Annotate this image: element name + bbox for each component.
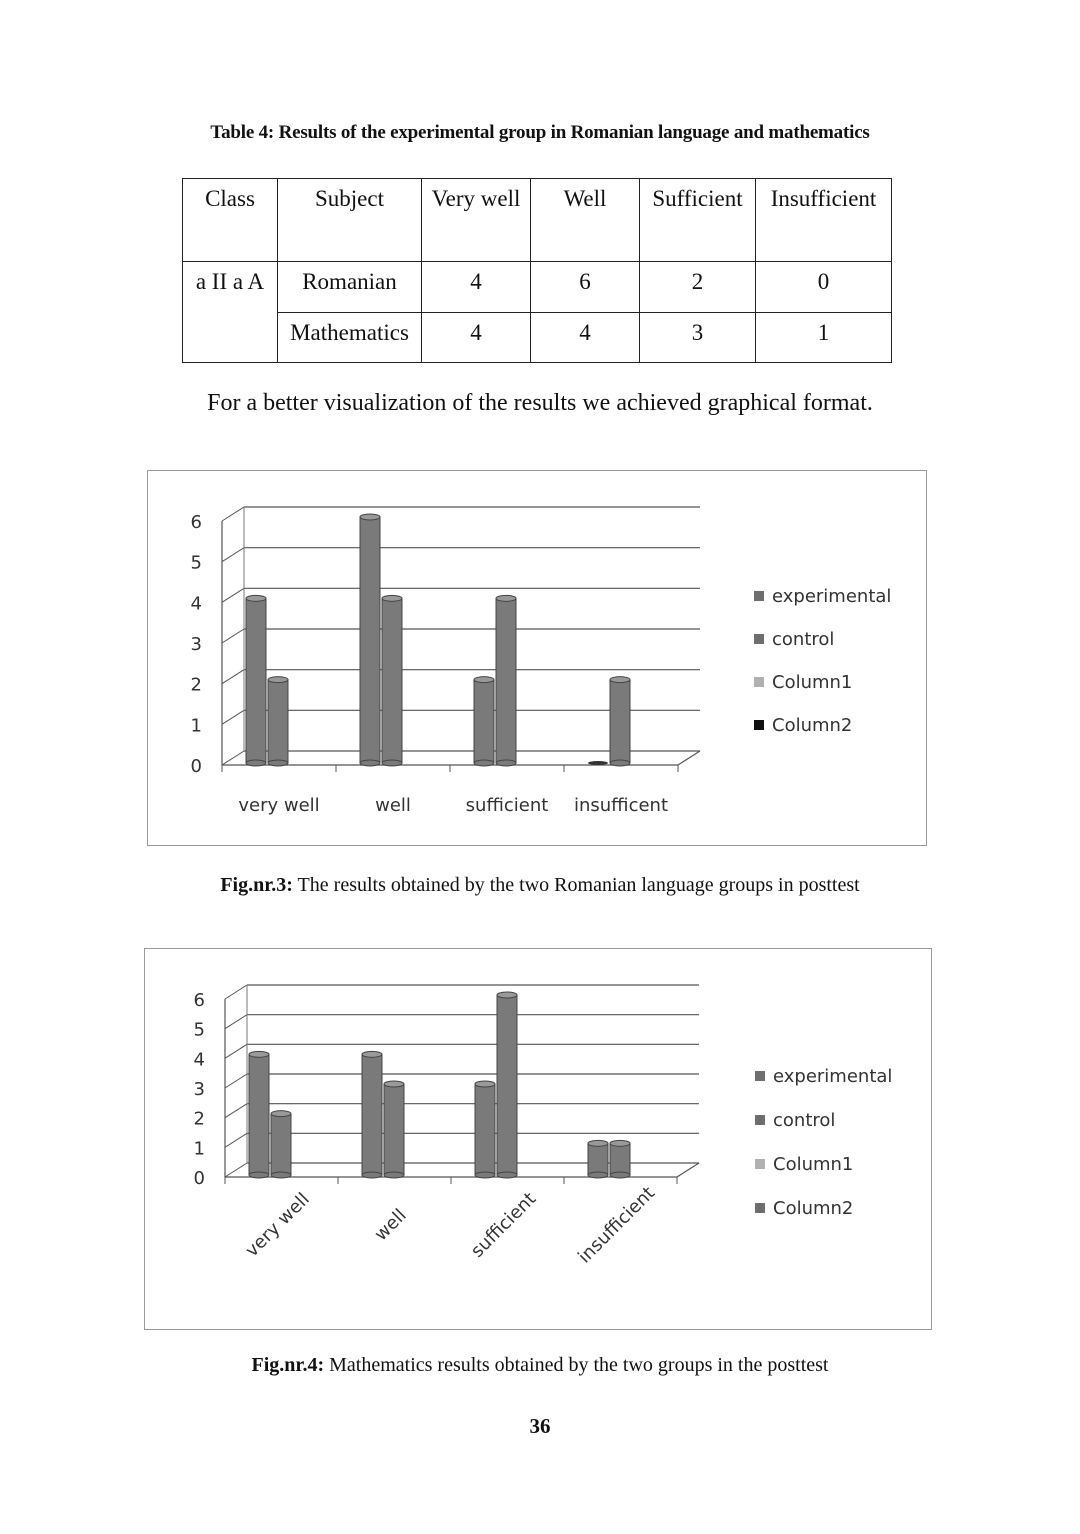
y-tick-label: 2 bbox=[190, 674, 202, 696]
bar-base-control bbox=[610, 1172, 630, 1178]
bar-experimental bbox=[246, 598, 266, 763]
bar-top-experimental bbox=[249, 1051, 269, 1057]
bar-base-control bbox=[382, 760, 402, 766]
legend-label: experimental bbox=[773, 1066, 893, 1087]
bar-top-experimental bbox=[588, 1140, 608, 1146]
gridline-diagonal bbox=[225, 1104, 247, 1118]
figure-3-chart bbox=[147, 470, 927, 846]
gridline-diagonal bbox=[222, 670, 244, 684]
bar-control bbox=[382, 598, 402, 763]
x-category-label: sufficient bbox=[466, 1188, 541, 1262]
legend-swatch bbox=[755, 1159, 765, 1169]
figure-4-label: Fig.nr.4: bbox=[251, 1354, 325, 1376]
y-tick-label: 3 bbox=[193, 1079, 205, 1100]
gridline-diagonal bbox=[222, 629, 244, 643]
bar-experimental bbox=[360, 517, 380, 763]
x-category-label: insufficient bbox=[574, 1182, 660, 1268]
gridline-diagonal bbox=[222, 507, 244, 521]
value-cell: 2 bbox=[640, 262, 756, 313]
legend-label: Column1 bbox=[772, 672, 853, 693]
bar-control bbox=[384, 1084, 404, 1175]
gridline-diagonal bbox=[222, 548, 244, 562]
bar-top-control bbox=[382, 595, 402, 601]
legend-swatch bbox=[755, 1071, 765, 1081]
bar-top-control bbox=[271, 1111, 291, 1117]
y-tick-label: 4 bbox=[190, 593, 202, 615]
bar-control bbox=[497, 995, 517, 1175]
bar-base-control bbox=[384, 1172, 404, 1178]
legend-swatch bbox=[754, 591, 764, 601]
y-tick-label: 0 bbox=[193, 1168, 205, 1189]
legend-swatch bbox=[754, 634, 764, 644]
header-subject: Subject bbox=[278, 179, 422, 262]
bar-top-experimental bbox=[246, 595, 266, 601]
x-category-label: sufficient bbox=[465, 795, 549, 816]
gridline-diagonal bbox=[225, 1163, 247, 1177]
x-category-label: insufficent bbox=[573, 795, 669, 816]
bar-control bbox=[610, 1143, 630, 1175]
bar-experimental bbox=[475, 1084, 495, 1175]
bar-base-experimental bbox=[246, 760, 266, 766]
y-tick-label: 2 bbox=[193, 1108, 205, 1130]
gridline-diagonal bbox=[225, 1074, 247, 1088]
figure-4-chart bbox=[144, 948, 932, 1330]
figure-3-label: Fig.nr.3: bbox=[220, 874, 293, 896]
y-tick-label: 0 bbox=[190, 756, 202, 777]
bar-control bbox=[610, 680, 630, 763]
chart-4-svg bbox=[145, 949, 931, 1329]
bar-base-experimental bbox=[362, 1172, 382, 1178]
legend-label: control bbox=[772, 629, 835, 650]
figure-4-caption-text: Mathematics results obtained by the two groups in the posttest bbox=[324, 1354, 829, 1376]
bar-experimental bbox=[249, 1054, 269, 1175]
gridline-diagonal bbox=[222, 751, 244, 765]
header-well: Well bbox=[531, 179, 640, 262]
gridline-diagonal bbox=[222, 588, 244, 602]
bar-top-experimental bbox=[360, 514, 380, 520]
y-tick-label: 6 bbox=[190, 512, 202, 533]
value-cell: 3 bbox=[640, 313, 756, 363]
class-cell: a II a A bbox=[183, 262, 278, 363]
bar-top-control bbox=[384, 1081, 404, 1087]
x-category-label: very well bbox=[238, 795, 320, 816]
header-insufficient: Insufficient bbox=[756, 179, 892, 262]
bar-base-control bbox=[496, 760, 516, 766]
figure-4-caption bbox=[0, 1354, 1080, 1377]
page-number: 36 bbox=[529, 1414, 551, 1438]
bar-zero-experimental bbox=[588, 761, 608, 765]
subject-cell: Mathematics bbox=[278, 313, 422, 363]
header-class: Class bbox=[183, 179, 278, 262]
bar-top-experimental bbox=[475, 1081, 495, 1087]
header-very-well: Very well bbox=[422, 179, 531, 262]
bar-top-control bbox=[610, 677, 630, 683]
bar-base-experimental bbox=[249, 1172, 269, 1178]
table-row bbox=[183, 313, 892, 363]
value-cell: 1 bbox=[756, 313, 892, 363]
gridline-diagonal bbox=[225, 1015, 247, 1029]
y-tick-label: 1 bbox=[190, 715, 202, 737]
y-tick-label: 5 bbox=[193, 1019, 205, 1041]
gridline-diagonal bbox=[225, 985, 247, 999]
table-row bbox=[183, 262, 892, 313]
y-tick-label: 3 bbox=[190, 634, 202, 655]
bar-control bbox=[271, 1114, 291, 1175]
bar-base-control bbox=[268, 760, 288, 766]
results-table bbox=[182, 178, 892, 363]
bar-top-control bbox=[610, 1140, 630, 1146]
gridline-diagonal bbox=[225, 1133, 247, 1147]
x-category-label: well bbox=[370, 1205, 411, 1246]
y-tick-label: 6 bbox=[193, 990, 205, 1011]
legend-label: Column2 bbox=[772, 715, 853, 736]
legend-label: experimental bbox=[772, 586, 892, 607]
bar-top-experimental bbox=[362, 1051, 382, 1057]
legend-swatch bbox=[755, 1115, 765, 1125]
bar-base-experimental bbox=[475, 1172, 495, 1178]
bar-base-control bbox=[497, 1172, 517, 1178]
bar-experimental bbox=[362, 1054, 382, 1175]
table-caption: Table 4: Results of the experimental group in Romanian language and mathematics bbox=[210, 122, 870, 143]
bar-experimental bbox=[588, 1143, 608, 1175]
bar-top-control bbox=[496, 595, 516, 601]
figure-3-caption-text: The results obtained by the two Romanian language groups in posttest bbox=[292, 874, 860, 896]
x-category-label: well bbox=[375, 795, 411, 816]
floor-edge bbox=[678, 751, 700, 765]
y-tick-label: 4 bbox=[193, 1049, 205, 1071]
bar-top-control bbox=[497, 992, 517, 998]
value-cell: 4 bbox=[422, 262, 531, 313]
bar-control bbox=[496, 598, 516, 763]
chart-3-svg bbox=[148, 471, 926, 845]
legend-swatch bbox=[754, 720, 764, 730]
bar-base-experimental bbox=[474, 760, 494, 766]
bar-control bbox=[268, 680, 288, 763]
floor-edge bbox=[677, 1163, 699, 1177]
gridline-diagonal bbox=[222, 710, 244, 724]
value-cell: 4 bbox=[531, 313, 640, 363]
y-tick-label: 1 bbox=[193, 1138, 205, 1160]
y-tick-label: 5 bbox=[190, 552, 202, 574]
bar-top-control bbox=[268, 677, 288, 683]
body-paragraph: For a better visualization of the results we achieved graphical format. bbox=[207, 390, 873, 416]
bar-base-control bbox=[610, 760, 630, 766]
subject-cell: Romanian bbox=[278, 262, 422, 313]
legend-label: Column2 bbox=[773, 1198, 854, 1219]
bar-top-experimental bbox=[474, 677, 494, 683]
legend-swatch bbox=[754, 677, 764, 687]
header-sufficient: Sufficient bbox=[640, 179, 756, 262]
value-cell: 6 bbox=[531, 262, 640, 313]
value-cell: 4 bbox=[422, 313, 531, 363]
bar-base-experimental bbox=[360, 760, 380, 766]
x-category-label: very well bbox=[241, 1188, 314, 1262]
bar-base-control bbox=[271, 1172, 291, 1178]
figure-3-caption bbox=[0, 874, 1080, 897]
legend-swatch bbox=[755, 1203, 765, 1213]
legend-label: control bbox=[773, 1110, 836, 1131]
bar-base-experimental bbox=[588, 1172, 608, 1178]
value-cell: 0 bbox=[756, 262, 892, 313]
legend-label: Column1 bbox=[773, 1154, 854, 1175]
gridline-diagonal bbox=[225, 1044, 247, 1058]
bar-experimental bbox=[474, 680, 494, 763]
table-header-row bbox=[183, 179, 892, 262]
